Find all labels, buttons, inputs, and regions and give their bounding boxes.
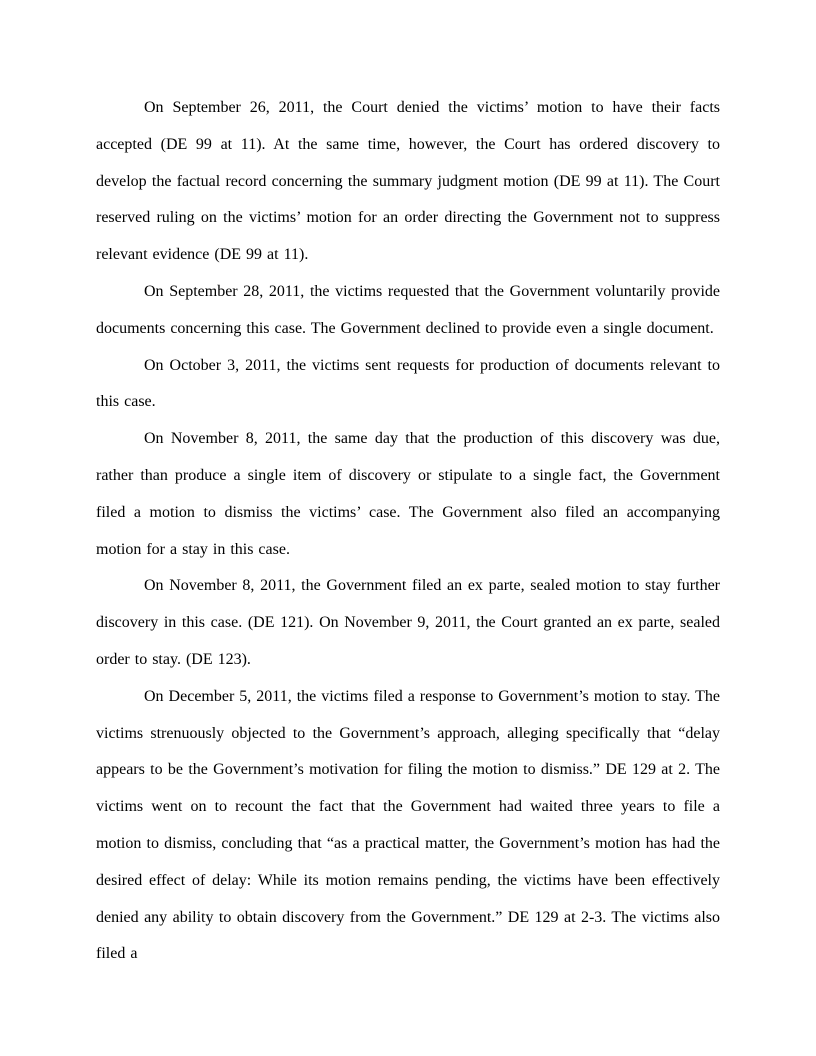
paragraph: On November 8, 2011, the Government filed an ex parte, sealed motion to stay further discovery in this case. (DE 121). On November 9, 2011, the Court granted an ex parte, sealed order to stay. (DE 123). [96, 577, 720, 668]
paragraph: On December 5, 2011, the victims filed a response to Government’s motion to stay. The victims strenuously objected to the Government’s approach, alleging specifically that “delay appears to be the Government’s motivation for filing the motion to dismiss.” DE 129 at 2. The victims went on to recount the fact that the Government had waited three years to file a motion to dismiss, concluding that “as a practical matter, the Government’s motion has had the desired effect of delay: While its motion remains pending, the victims have been effectively denied any ability to obtain discovery from the Government.” DE 129 at 2-3. The victims also filed a [96, 687, 720, 963]
paragraph: On September 28, 2011, the victims requested that the Government voluntarily provide documents concerning this case. The Government declined to provide even a single document. [96, 282, 720, 337]
paragraph: On November 8, 2011, the same day that the production of this discovery was due, rather than produce a single item of discovery or stipulate to a single fact, the Government filed a motion to dismiss the victims’ case. The Government also filed an accompanying motion for a stay in this case. [96, 430, 720, 558]
paragraph: On September 26, 2011, the Court denied the victims’ motion to have their facts accepted (DE 99 at 11). At the same time, however, the Court has ordered discovery to develop the factual record concerning the summary judgment motion (DE 99 at 11). The Court reserved ruling on the victims’ motion for an order directing the Government not to suppress relevant evidence (DE 99 at 11). [96, 99, 720, 264]
paragraph: On October 3, 2011, the victims sent requests for production of documents relevant to this case. [96, 356, 720, 411]
